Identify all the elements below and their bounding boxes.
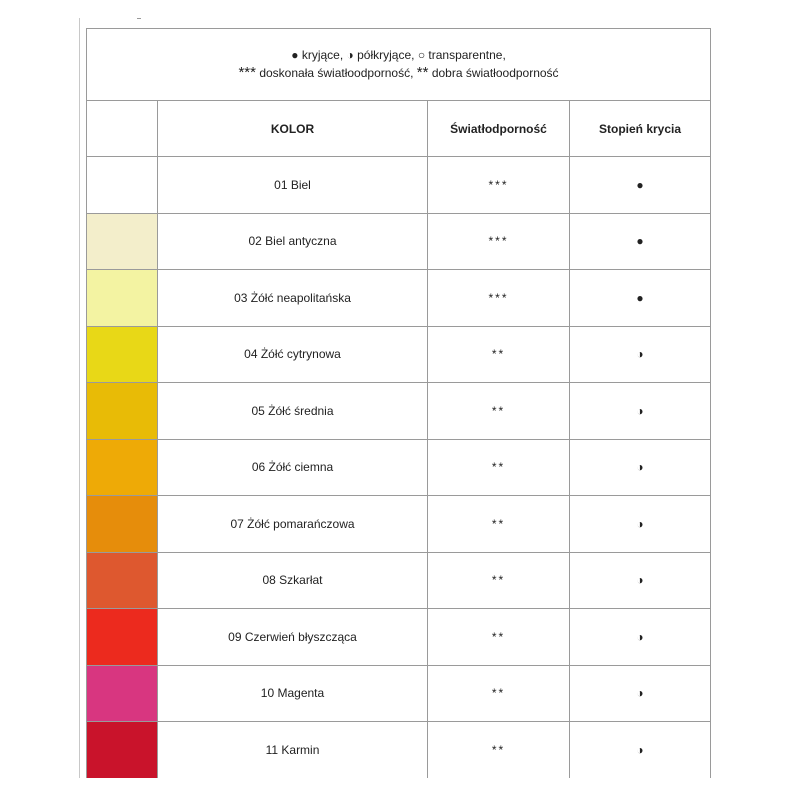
color-swatch <box>87 383 158 440</box>
excellent-label: doskonała światłoodporność, <box>259 66 414 80</box>
color-swatch <box>87 496 158 553</box>
good-stars: ** <box>416 64 429 81</box>
lightfastness-stars: ** <box>428 383 570 440</box>
color-swatch <box>87 722 158 779</box>
color-name: 02 Biel antyczna <box>158 213 428 270</box>
coverage-icon: ◑ <box>570 439 711 496</box>
legend-cell <box>87 29 711 101</box>
header-lightfastness: Światłodporność <box>428 101 570 157</box>
lightfastness-stars: *** <box>428 157 570 214</box>
color-swatch <box>87 609 158 666</box>
color-swatch <box>87 665 158 722</box>
lightfastness-stars: ** <box>428 722 570 779</box>
lightfastness-stars: ** <box>428 439 570 496</box>
color-name: 10 Magenta <box>158 665 428 722</box>
stray-mark <box>137 18 141 22</box>
bottom-crop <box>0 778 800 800</box>
color-name: 08 Szkarłat <box>158 552 428 609</box>
table-row <box>87 722 711 779</box>
coverage-icon: ◑ <box>570 552 711 609</box>
page-left-rule <box>79 18 80 778</box>
header-color: KOLOR <box>158 101 428 157</box>
semi-opaque-icon: ◑ <box>346 48 354 62</box>
table-row <box>87 609 711 666</box>
color-name: 06 Żółć ciemna <box>158 439 428 496</box>
transparent-label: transparentne, <box>428 48 506 62</box>
coverage-icon: ◑ <box>570 496 711 553</box>
legend-lightfastness-line <box>87 64 710 82</box>
table-row <box>87 496 711 553</box>
color-swatch <box>87 270 158 327</box>
opaque-label: kryjące, <box>301 48 344 62</box>
color-swatch <box>87 326 158 383</box>
semi-opaque-label: półkryjące, <box>357 48 415 62</box>
lightfastness-stars: *** <box>428 270 570 327</box>
coverage-icon: ● <box>570 213 711 270</box>
color-name: 03 Żółć neapolitańska <box>158 270 428 327</box>
table-row <box>87 213 711 270</box>
color-name: 11 Karmin <box>158 722 428 779</box>
header-swatch-cell <box>87 101 158 157</box>
legend-row <box>87 29 711 101</box>
legend-coverage-line <box>87 47 710 64</box>
header-coverage: Stopień krycia <box>570 101 711 157</box>
coverage-icon: ◑ <box>570 383 711 440</box>
coverage-icon: ◑ <box>570 326 711 383</box>
good-label: dobra światłoodporność <box>431 66 559 80</box>
excellent-stars: *** <box>238 64 256 81</box>
lightfastness-stars: ** <box>428 665 570 722</box>
lightfastness-stars: ** <box>428 552 570 609</box>
color-name: 09 Czerwień błyszcząca <box>158 609 428 666</box>
color-name: 04 Żółć cytrynowa <box>158 326 428 383</box>
color-swatch <box>87 157 158 214</box>
table-row <box>87 552 711 609</box>
table-row <box>87 439 711 496</box>
lightfastness-stars: ** <box>428 496 570 553</box>
color-name: 01 Biel <box>158 157 428 214</box>
lightfastness-stars: ** <box>428 609 570 666</box>
coverage-icon: ◑ <box>570 722 711 779</box>
opaque-icon: ● <box>291 48 299 62</box>
table-row <box>87 157 711 214</box>
table-row <box>87 665 711 722</box>
coverage-icon: ◑ <box>570 665 711 722</box>
lightfastness-stars: *** <box>428 213 570 270</box>
color-swatch <box>87 552 158 609</box>
table-row <box>87 326 711 383</box>
header-row <box>87 101 711 157</box>
color-name: 05 Żółć średnia <box>158 383 428 440</box>
table-row <box>87 270 711 327</box>
transparent-icon: ○ <box>417 48 426 62</box>
coverage-icon: ● <box>570 157 711 214</box>
table-row <box>87 383 711 440</box>
color-name: 07 Żółć pomarańczowa <box>158 496 428 553</box>
color-swatch <box>87 213 158 270</box>
color-swatch <box>87 439 158 496</box>
color-chart-table <box>86 28 711 779</box>
lightfastness-stars: ** <box>428 326 570 383</box>
coverage-icon: ● <box>570 270 711 327</box>
coverage-icon: ◑ <box>570 609 711 666</box>
